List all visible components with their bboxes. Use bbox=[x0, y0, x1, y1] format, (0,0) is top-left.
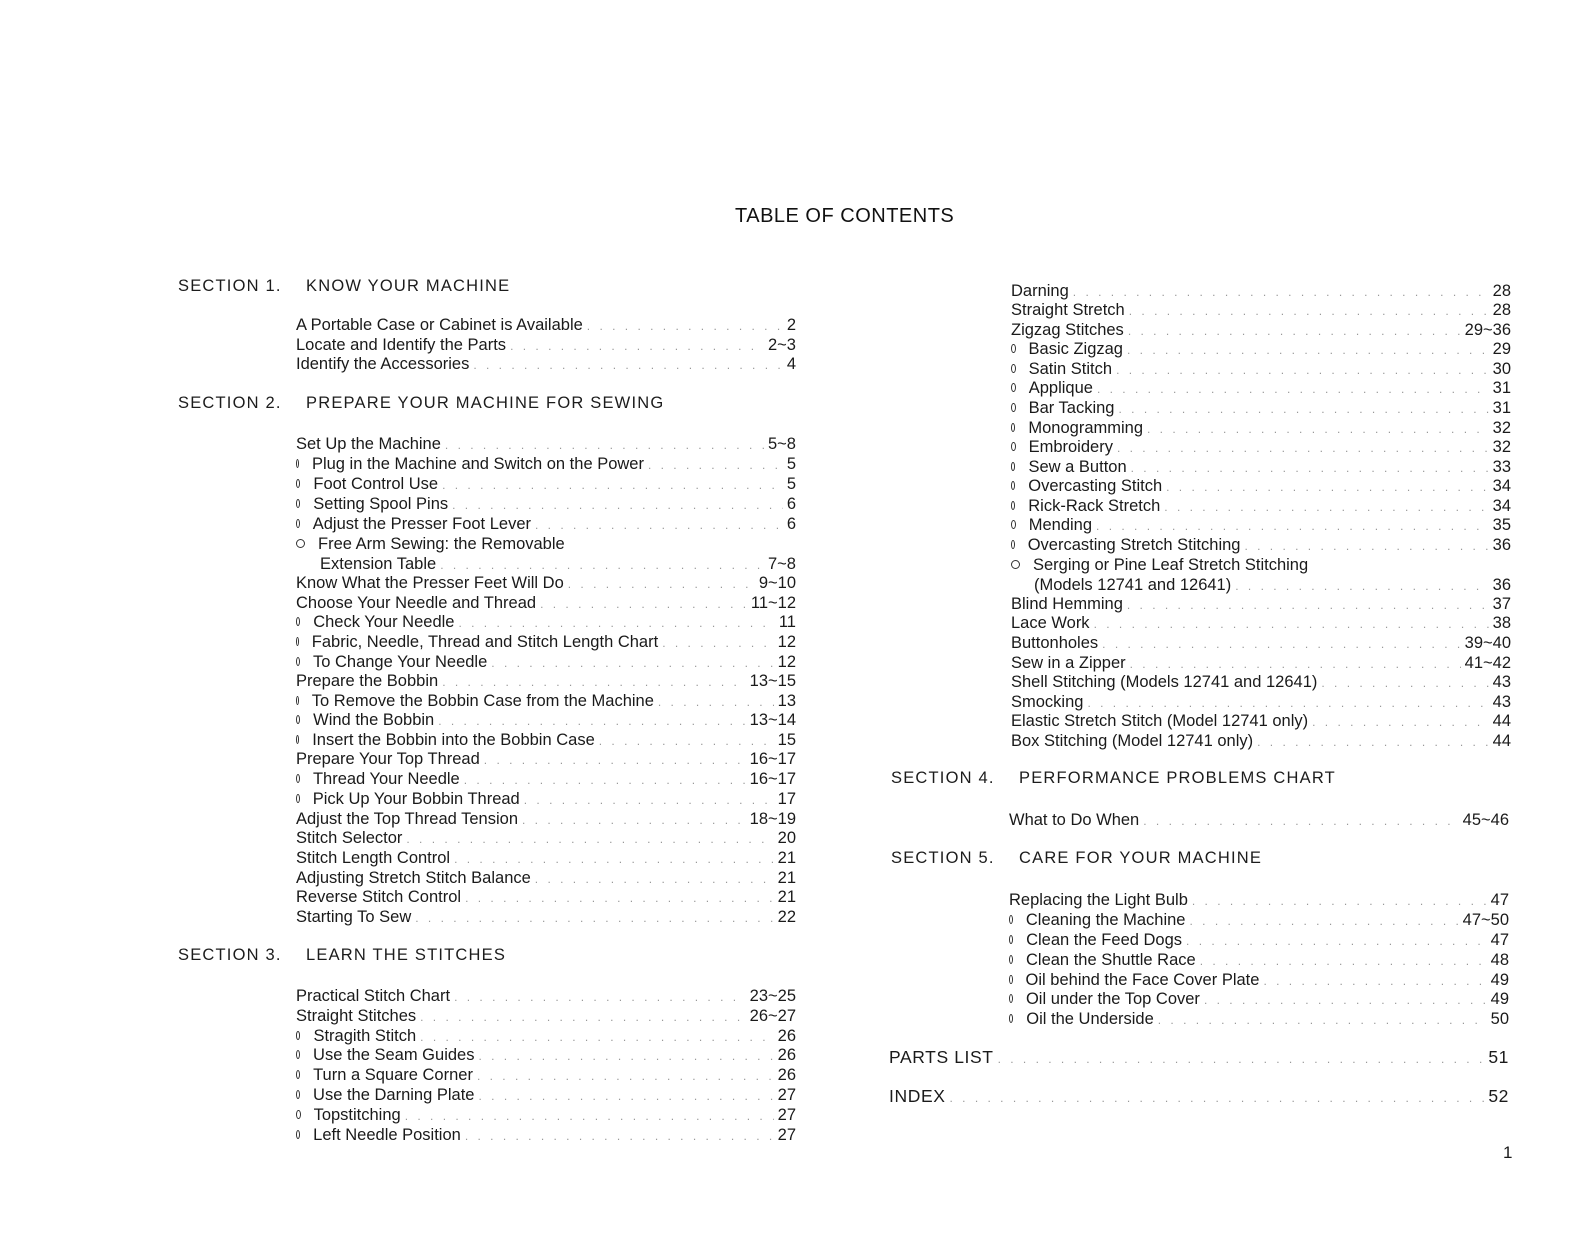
toc-entry[interactable]: To Remove the Bobbin Case from the Machine . . . 13 bbox=[296, 691, 796, 711]
bullet-icon bbox=[1009, 935, 1013, 944]
toc-entry[interactable]: Extension Table . . . 7~8 bbox=[320, 554, 796, 574]
toc-entry[interactable]: Shell Stitching (Models 12741 and 12641) . . . 43 bbox=[1011, 672, 1511, 692]
toc-entry[interactable]: Lace Work . . . 38 bbox=[1011, 613, 1511, 633]
toc-entry[interactable]: Clean the Shuttle Race . . . 48 bbox=[1009, 950, 1509, 970]
bullet-icon bbox=[296, 499, 300, 508]
section-heading bbox=[178, 277, 510, 296]
toc-entry[interactable]: Box Stitching (Model 12741 only) . . . 44 bbox=[1011, 731, 1511, 751]
toc-entry[interactable]: Topstitching . . . 27 bbox=[296, 1105, 796, 1125]
bullet-icon bbox=[1011, 501, 1015, 510]
section-title: LEARN THE STITCHES bbox=[306, 946, 507, 964]
bullet-icon bbox=[1011, 364, 1016, 373]
toc-entry[interactable]: Straight Stitches . . . 26~27 bbox=[296, 1006, 796, 1026]
bullet-icon bbox=[296, 735, 299, 744]
bullet-icon bbox=[1011, 560, 1020, 569]
toc-entry[interactable]: Oil the Underside . . . 50 bbox=[1009, 1009, 1509, 1029]
toc-entry[interactable]: To Change Your Needle . . . 12 bbox=[296, 652, 796, 672]
toc-entry[interactable]: Monogramming . . . 32 bbox=[1011, 418, 1511, 438]
section-heading bbox=[891, 769, 1336, 788]
bullet-icon bbox=[296, 1110, 301, 1119]
toc-entry[interactable]: Starting To Sew . . . 22 bbox=[296, 907, 796, 927]
toc-entry[interactable]: Overcasting Stretch Stitching . . . 36 bbox=[1011, 535, 1511, 555]
toc-entry[interactable]: Know What the Presser Feet Will Do . . . 9~10 bbox=[296, 573, 796, 593]
toc-entry[interactable]: Free Arm Sewing: the Removable bbox=[296, 534, 796, 554]
bullet-icon bbox=[296, 715, 300, 724]
toc-entry[interactable]: Satin Stitch . . . 30 bbox=[1011, 359, 1511, 379]
toc-entry[interactable]: Turn a Square Corner . . . 26 bbox=[296, 1065, 796, 1085]
bullet-icon bbox=[296, 794, 300, 803]
toc-entry[interactable]: Mending . . . 35 bbox=[1011, 515, 1511, 535]
section-heading bbox=[178, 946, 506, 965]
bullet-icon bbox=[296, 774, 300, 783]
bullet-icon bbox=[1009, 915, 1013, 924]
bullet-icon bbox=[296, 1130, 300, 1139]
bullet-icon bbox=[296, 1050, 300, 1059]
toc-entry[interactable]: Zigzag Stitches . . . 29~36 bbox=[1011, 320, 1511, 340]
toc-entry[interactable]: A Portable Case or Cabinet is Available . . . 2 bbox=[296, 315, 796, 335]
toc-entry[interactable]: Setting Spool Pins . . . 6 bbox=[296, 494, 796, 514]
section-number: SECTION 2. bbox=[178, 394, 282, 412]
bullet-icon bbox=[296, 519, 300, 528]
toc-entry[interactable]: Choose Your Needle and Thread . . . 11~12 bbox=[296, 593, 796, 613]
toc-entry[interactable]: Pick Up Your Bobbin Thread . . . 17 bbox=[296, 789, 796, 809]
toc-entry[interactable]: Locate and Identify the Parts . . . 2~3 bbox=[296, 335, 796, 355]
bullet-icon bbox=[296, 459, 299, 468]
bullet-icon bbox=[296, 696, 299, 705]
toc-entry[interactable]: Use the Seam Guides . . . 26 bbox=[296, 1045, 796, 1065]
bullet-icon bbox=[1009, 1014, 1013, 1023]
section-title: KNOW YOUR MACHINE bbox=[306, 277, 511, 295]
toc-entry[interactable]: Wind the Bobbin . . . 13~14 bbox=[296, 710, 796, 730]
section-number: SECTION 3. bbox=[178, 946, 282, 964]
section-heading bbox=[891, 849, 1262, 868]
toc-entry[interactable]: Prepare Your Top Thread . . . 16~17 bbox=[296, 749, 796, 769]
toc-entry[interactable]: Set Up the Machine . . . 5~8 bbox=[296, 434, 796, 454]
toc-entry[interactable]: Applique . . . 31 bbox=[1011, 378, 1511, 398]
toc-entry[interactable]: Straight Stretch . . . 28 bbox=[1011, 300, 1511, 320]
section-heading bbox=[178, 394, 664, 413]
bullet-icon bbox=[296, 1070, 300, 1079]
page-number: 1 bbox=[1503, 1143, 1513, 1162]
bullet-icon bbox=[1011, 442, 1016, 451]
toc-entry[interactable]: Oil behind the Face Cover Plate . . . 49 bbox=[1009, 970, 1509, 990]
bullet-icon bbox=[1011, 540, 1015, 549]
toc-entry[interactable]: Basic Zigzag . . . 29 bbox=[1011, 339, 1511, 359]
toc-entry[interactable]: Adjusting Stretch Stitch Balance . . . 21 bbox=[296, 868, 796, 888]
bullet-icon bbox=[1011, 462, 1015, 471]
section-number: SECTION 1. bbox=[178, 277, 282, 295]
toc-entry[interactable]: Elastic Stretch Stitch (Model 12741 only) . . . 44 bbox=[1011, 711, 1511, 731]
bullet-icon bbox=[1011, 423, 1015, 432]
bullet-icon bbox=[296, 539, 305, 548]
bullet-icon bbox=[1011, 403, 1016, 412]
bullet-icon bbox=[296, 617, 300, 626]
bullet-icon bbox=[1011, 520, 1016, 529]
section-number: SECTION 5. bbox=[891, 849, 995, 867]
toc-entry[interactable]: Bar Tacking . . . 31 bbox=[1011, 398, 1511, 418]
toc-entry[interactable]: Plug in the Machine and Switch on the Power . . . 5 bbox=[296, 454, 796, 474]
toc-entry[interactable]: Use the Darning Plate . . . 27 bbox=[296, 1085, 796, 1105]
toc-entry[interactable]: Prepare the Bobbin . . . 13~15 bbox=[296, 671, 796, 691]
section-title: PREPARE YOUR MACHINE FOR SEWING bbox=[306, 394, 665, 412]
toc-entry[interactable]: Rick-Rack Stretch . . . 34 bbox=[1011, 496, 1511, 516]
bullet-icon bbox=[296, 637, 299, 646]
bullet-icon bbox=[1009, 955, 1013, 964]
toc-entry[interactable]: Blind Hemming . . . 37 bbox=[1011, 594, 1511, 614]
toc-entry[interactable]: Adjust the Presser Foot Lever . . . 6 bbox=[296, 514, 796, 534]
bullet-icon bbox=[1011, 481, 1015, 490]
toc-entry[interactable]: Sew a Button . . . 33 bbox=[1011, 457, 1511, 477]
toc-entry[interactable]: Buttonholes . . . 39~40 bbox=[1011, 633, 1511, 653]
bullet-icon bbox=[1009, 975, 1013, 984]
toc-entry[interactable]: Stitch Selector . . . 20 bbox=[296, 828, 796, 848]
toc-entry[interactable]: Cleaning the Machine . . . 47~50 bbox=[1009, 910, 1509, 930]
toc-entry[interactable]: Insert the Bobbin into the Bobbin Case . . . 15 bbox=[296, 730, 796, 750]
toc-entry[interactable]: Embroidery . . . 32 bbox=[1011, 437, 1511, 457]
section-title: PERFORMANCE PROBLEMS CHART bbox=[1019, 769, 1336, 787]
bullet-icon bbox=[1009, 994, 1013, 1003]
toc-entry[interactable]: Clean the Feed Dogs . . . 47 bbox=[1009, 930, 1509, 950]
bullet-icon bbox=[296, 1031, 300, 1040]
toc-entry[interactable]: Sew in a Zipper . . . 41~42 bbox=[1011, 653, 1511, 673]
toc-entry[interactable]: Left Needle Position . . . 27 bbox=[296, 1125, 796, 1145]
page-title: TABLE OF CONTENTS bbox=[735, 205, 955, 227]
bullet-icon bbox=[1011, 344, 1016, 353]
toc-entry-index[interactable]: INDEX . . . 52 bbox=[889, 1086, 1509, 1106]
toc-entry[interactable]: Overcasting Stitch . . . 34 bbox=[1011, 476, 1511, 496]
toc-entry-parts-list[interactable]: PARTS LIST . . . 51 bbox=[889, 1047, 1509, 1067]
toc-entry[interactable]: Identify the Accessories . . . 4 bbox=[296, 354, 796, 374]
bullet-icon bbox=[296, 1090, 300, 1099]
toc-entry[interactable]: Foot Control Use . . . 5 bbox=[296, 474, 796, 494]
toc-entry[interactable]: Stragith Stitch . . . 26 bbox=[296, 1026, 796, 1046]
toc-entry[interactable]: Oil under the Top Cover . . . 49 bbox=[1009, 989, 1509, 1009]
toc-entry[interactable]: Thread Your Needle . . . 16~17 bbox=[296, 769, 796, 789]
toc-entry[interactable]: Check Your Needle . . . 11 bbox=[296, 612, 796, 632]
toc-entry[interactable]: Serging or Pine Leaf Stretch Stitching bbox=[1011, 555, 1511, 575]
toc-entry[interactable]: Fabric, Needle, Thread and Stitch Length Chart . . . 12 bbox=[296, 632, 796, 652]
section-number: SECTION 4. bbox=[891, 769, 995, 787]
toc-entry[interactable]: Darning . . . 28 bbox=[1011, 281, 1511, 301]
bullet-icon bbox=[296, 657, 300, 666]
toc-entry[interactable]: Reverse Stitch Control . . . 21 bbox=[296, 887, 796, 907]
toc-entry[interactable]: What to Do When . . . 45~46 bbox=[1009, 810, 1509, 830]
toc-entry[interactable]: Smocking . . . 43 bbox=[1011, 692, 1511, 712]
toc-entry[interactable]: Stitch Length Control . . . 21 bbox=[296, 848, 796, 868]
toc-entry[interactable]: Adjust the Top Thread Tension . . . 18~19 bbox=[296, 809, 796, 829]
toc-entry[interactable]: Practical Stitch Chart . . . 23~25 bbox=[296, 986, 796, 1006]
toc-entry[interactable]: Replacing the Light Bulb . . . 47 bbox=[1009, 890, 1509, 910]
bullet-icon bbox=[296, 479, 300, 488]
bullet-icon bbox=[1011, 383, 1016, 392]
toc-entry[interactable]: (Models 12741 and 12641) . . . 36 bbox=[1034, 575, 1511, 595]
section-title: CARE FOR YOUR MACHINE bbox=[1019, 849, 1263, 867]
